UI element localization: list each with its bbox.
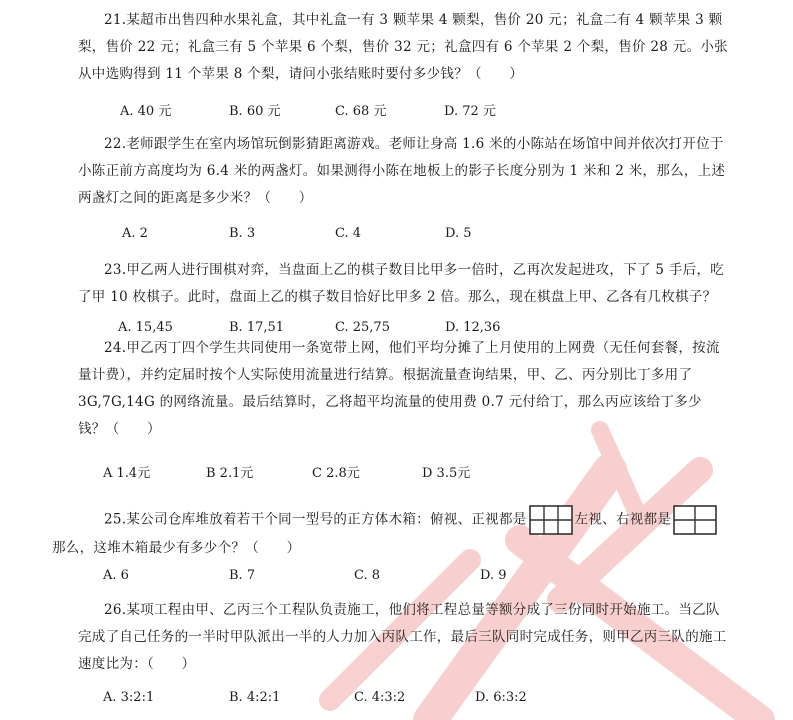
question-25-text-2: 左视、右视都是 <box>574 511 672 528</box>
option-c[interactable]: C. 4:3:2 <box>354 690 406 705</box>
question-26: 26.某项工程由甲、乙丙三个工程队负责施工，他们将工程总量等额分成了三份同时开始施工。当乙队完成了自己任务的一半时甲队派出一半的人力加入丙队工作，最后三队同时完成任务，则甲乙丙三队的施工速度比为：（ ） <box>78 602 727 672</box>
option-b[interactable]: B 2.1元 <box>206 466 254 481</box>
option-b[interactable]: B. 3 <box>229 226 256 241</box>
question-25-text-1: 25.某公司仓库堆放着若干个同一型号的正方体木箱：俯视、正视都是 <box>104 511 527 528</box>
option-c[interactable]: C. 8 <box>354 568 381 583</box>
option-d[interactable]: D. 9 <box>480 568 507 583</box>
question-24-options <box>0 462 793 484</box>
question-21: 21.某超市出售四种水果礼盒，其中礼盒一有 3 颗苹果 4 颗梨，售价 20 元；礼盒二有 4 颗苹果 3 颗梨，售价 22 元；礼盒三有 5 个苹果 6 个梨，售价 32 元；礼盒四有 6 个苹果 2 个梨，售价 28 元。小张从中选购得到 11 个苹果 8 个梨，请问小张结账时要付多少钱？（ ） <box>78 12 728 82</box>
option-c[interactable]: C. 4 <box>335 226 362 241</box>
option-d[interactable]: D. 72 元 <box>444 104 496 119</box>
question-22-options <box>0 226 793 248</box>
question-22: 22.老师跟学生在室内场馆玩倒影猜距离游戏。老师让身高 1.6 米的小陈站在场馆中间并依次打开位于小陈正前方高度均为 6.4 米的两盏灯。如果测得小陈在地板上的影子长度分别为 1 米和 2 米，那么，上述两盏灯之间的距离是多少米？（ ） <box>78 136 726 206</box>
option-d[interactable]: D. 12,36 <box>445 320 501 335</box>
option-a[interactable]: A. 15,45 <box>118 320 173 335</box>
option-b[interactable]: B. 17,51 <box>229 320 285 335</box>
question-25-text-3: 那么，这堆木箱最少有多少个？（ ） <box>52 540 301 556</box>
option-d[interactable]: D. 5 <box>445 226 472 241</box>
option-a[interactable]: A. 6 <box>103 568 129 583</box>
question-21-options <box>0 100 793 122</box>
question-23: 23.甲乙两人进行围棋对弈，当盘面上乙的棋子数目比甲多一倍时，乙再次发起进攻，下了 5 手后，吃了甲 10 枚棋子。此时，盘面上乙的棋子数目恰好比甲多 2 倍。那么，现在棋盘上甲、乙各有几枚棋子？ <box>78 262 725 305</box>
side-view-figure <box>673 505 717 535</box>
option-d[interactable]: D 3.5元 <box>422 466 471 481</box>
top-front-view-figure <box>529 505 573 535</box>
question-24: 24.甲乙丙丁四个学生共同使用一条宽带上网，他们平均分摊了上月使用的上网费（无任何套餐，按流量计费），并约定届时按个人实际使用流量进行结算。根据流量查询结果，甲、乙、丙分别比丁多用了 3G,7G,14G 的网络流量。最后结算时，乙将超平均流量的使用费 0.7 元付给丁，那么丙应该给丁多少钱？（ ） <box>78 340 720 437</box>
option-d[interactable]: D. 6:3:2 <box>475 690 527 705</box>
option-b[interactable]: B. 4:2:1 <box>229 690 281 705</box>
option-a[interactable]: A. 3:2:1 <box>103 690 155 705</box>
option-c[interactable]: C. 68 元 <box>335 104 387 119</box>
option-b[interactable]: B. 7 <box>229 568 256 583</box>
question-25-options <box>0 568 793 590</box>
question-26-options <box>0 690 793 712</box>
option-c[interactable]: C 2.8元 <box>312 466 360 481</box>
option-a[interactable]: A 1.4元 <box>103 466 151 481</box>
option-a[interactable]: A. 40 元 <box>120 104 172 119</box>
question-25 <box>52 505 728 562</box>
option-b[interactable]: B. 60 元 <box>229 104 281 119</box>
option-a[interactable]: A. 2 <box>122 226 148 241</box>
option-c[interactable]: C. 25,75 <box>335 320 390 335</box>
